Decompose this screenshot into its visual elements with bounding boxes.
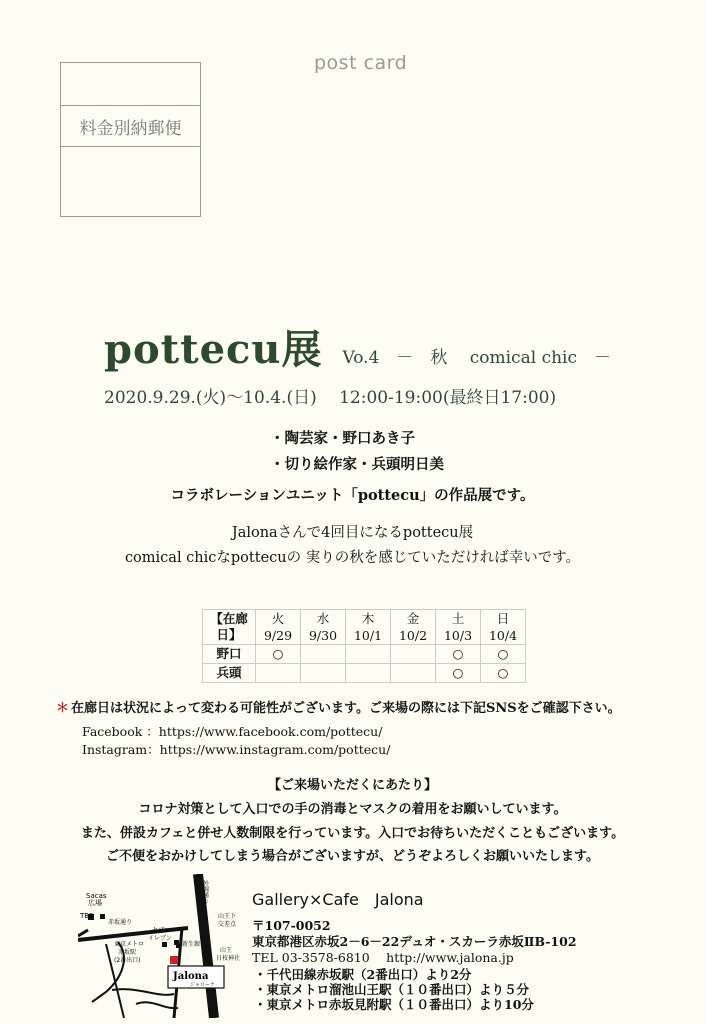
visit-line-1: コロナ対策として入口での手の消毒とマスクの着用をお願いしています。 <box>138 802 567 817</box>
map-label-sacas-square: 広場 <box>88 899 102 907</box>
day-sat: 土 <box>436 610 481 628</box>
mark-cell <box>391 664 436 683</box>
map-label-sanno: 山王下 <box>218 913 237 920</box>
row-name: 野口 <box>203 645 256 664</box>
map-label-metro: 東京メトロ <box>114 941 145 948</box>
access-mitsuke: ・東京メトロ赤坂見附駅（１０番出口）より10分 <box>254 997 534 1012</box>
map-label-metro-station: 赤坂駅 <box>118 949 137 956</box>
map-label-jalona-kana: ジャローナ <box>190 982 215 988</box>
map-label-sacas: Sacas <box>86 892 107 900</box>
date-cell: 10/3 <box>436 627 481 645</box>
postage-mark: 料金別納郵便 <box>61 105 200 147</box>
map-label-metro-exit: (2番出口) <box>114 957 141 964</box>
map-label-tbs: TBS <box>80 912 94 920</box>
mark-cell <box>346 645 391 664</box>
description-line-2: comical chicなpottecuの 実りの秋を感じていただければ幸いです。 <box>124 550 581 566</box>
event-dates: 2020.9.29.(火)～10.4.(日) 12:00-19:00(最終日17:00) <box>104 388 557 408</box>
gallery-postal: 〒107-0052 <box>252 918 331 933</box>
asterisk-icon: ＊ <box>56 701 70 716</box>
date-cell: 10/4 <box>481 627 526 645</box>
day-tue: 火 <box>256 610 301 628</box>
visit-line-3: ご不便をおかけしてしまう場合がございますが、どうぞよろしくお願いいたします。 <box>106 849 599 864</box>
schedule-label: 【在廊日】 <box>203 610 256 645</box>
date-cell: 10/2 <box>391 627 436 645</box>
mark-cell: ○ <box>481 645 526 664</box>
intro-text: コラボレーションユニット「pottecu」の作品展です。 <box>170 487 535 504</box>
schedule-row-hyodo <box>203 664 526 683</box>
description-line-1: Jalonaさんで4回目になるpottecu展 <box>231 525 474 541</box>
date-cell: 9/30 <box>301 627 346 645</box>
map-label-sanno-crossing: 交差点 <box>218 921 237 928</box>
mark-cell <box>301 645 346 664</box>
artist-hyodo: ・切り絵作家・兵頭明日美 <box>270 456 444 473</box>
day-sun: 日 <box>481 610 526 628</box>
mark-cell <box>346 664 391 683</box>
visit-heading: 【ご来場いただくにあたり】 <box>267 778 437 793</box>
map-label-seven: セブン <box>152 927 170 934</box>
map-label-bank: 新生銀 <box>182 941 201 948</box>
schedule-row-noguchi <box>203 645 526 664</box>
access-tameike: ・東京メトロ溜池山王駅（１０番出口）より５分 <box>254 982 530 997</box>
date-cell: 9/29 <box>256 627 301 645</box>
day-wed: 水 <box>301 610 346 628</box>
schedule-table <box>202 609 526 683</box>
map-label-hie-shrine: 日枝神社 <box>216 955 241 962</box>
gallery-contact: TEL 03-3578-6810 http://www.jalona.jp <box>252 950 514 965</box>
visit-line-2: また、併設カフェと併せ人数制限を行っています。入口でお待ちいただくこともございます。 <box>80 826 625 841</box>
event-title: pottecu展 <box>104 326 323 373</box>
artist-noguchi: ・陶芸家・野口あき子 <box>270 430 415 447</box>
map-label-akasaka-dori: 赤坂通り <box>108 919 133 926</box>
facebook-link[interactable]: Facebook ：https://www.facebook.com/pottecu/ <box>82 724 383 739</box>
availability-note-text: 在廊日は状況によって変わる可能性がございます。ご来場の際には下記SNSをご確認下さい。 <box>71 701 621 716</box>
mark-cell: ○ <box>256 645 301 664</box>
mark-cell: ○ <box>436 664 481 683</box>
mark-cell <box>301 664 346 683</box>
row-name: 兵頭 <box>203 664 256 683</box>
event-title-line <box>104 318 611 375</box>
schedule-day-row <box>203 610 526 628</box>
access-chiyoda: ・千代田線赤坂駅（2番出口）より2分 <box>254 967 472 982</box>
day-fri: 金 <box>391 610 436 628</box>
instagram-link[interactable]: Instagram：https://www.instagram.com/pottecu/ <box>82 742 391 757</box>
map-label-jalona: Jalona <box>173 971 209 982</box>
day-thu: 木 <box>346 610 391 628</box>
gallery-address: 東京都港区赤坂2－6－22デュオ・スカーラ赤坂ⅡB-102 <box>252 934 577 949</box>
availability-note <box>56 697 621 716</box>
mark-cell: ○ <box>481 664 526 683</box>
postcard-label: post card <box>314 52 408 74</box>
mark-cell: ○ <box>436 645 481 664</box>
mark-cell <box>256 664 301 683</box>
gallery-name: Gallery×Cafe Jalona <box>252 890 424 909</box>
access-map <box>78 874 244 1018</box>
event-subtitle: Vo.4 － 秋 comical chic － <box>342 348 612 368</box>
postage-stamp-box <box>60 62 201 217</box>
map-label-hie: 山王 <box>220 947 233 954</box>
map-label-sotobori: 外堀通り <box>201 880 209 904</box>
date-cell: 10/1 <box>346 627 391 645</box>
map-label-eleven: イレブン <box>148 935 172 942</box>
mark-cell <box>391 645 436 664</box>
